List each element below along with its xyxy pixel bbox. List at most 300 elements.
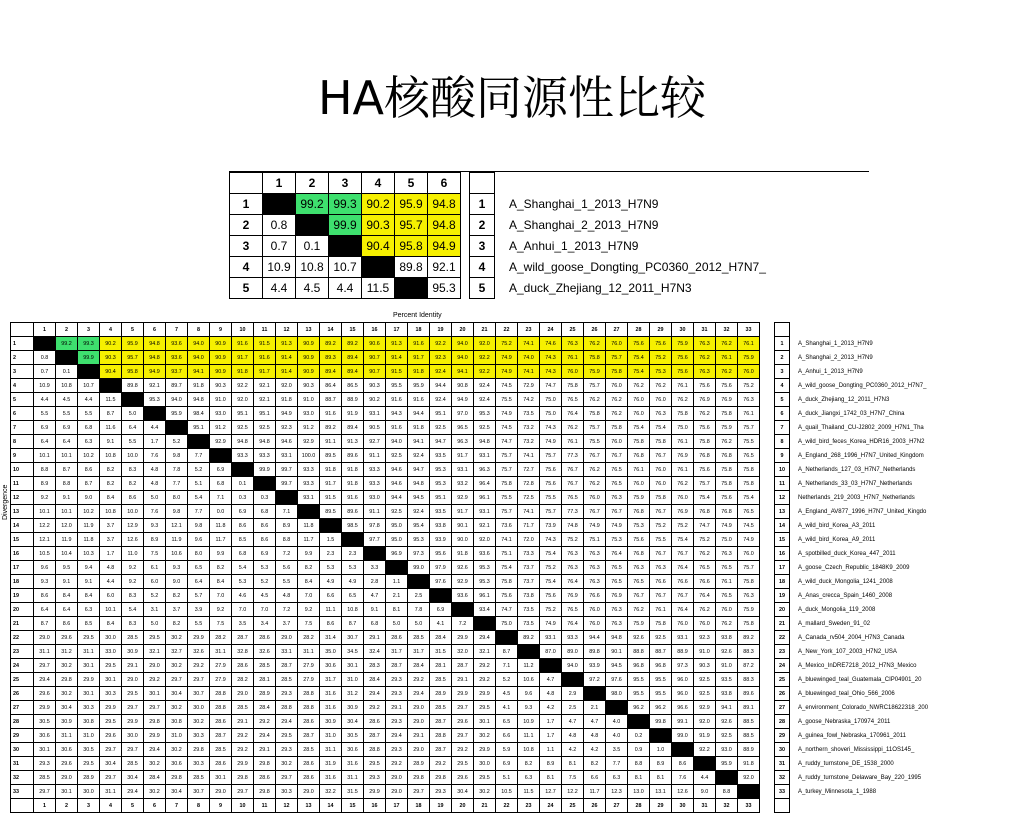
- matrix-cell: 7.0: [210, 589, 232, 603]
- matrix-cell: 4.4: [694, 771, 716, 785]
- diagonal-cell: [474, 617, 496, 631]
- matrix-cell: 29.2: [474, 673, 496, 687]
- big-gap: [760, 715, 775, 729]
- matrix-cell: 27.9: [210, 659, 232, 673]
- big-row-index: 25: [775, 673, 790, 687]
- big-table-row: [11, 407, 979, 421]
- divergence-label: Divergence: [2, 484, 9, 520]
- matrix-cell: 30.9: [56, 715, 78, 729]
- matrix-cell: 8.3: [122, 617, 144, 631]
- matrix-cell: 75.6: [716, 491, 738, 505]
- strain-name: A_Netherlands_127_03_H7N7_Netherlands: [798, 466, 916, 473]
- matrix-cell: 93.0: [298, 407, 320, 421]
- matrix-cell: 8.7: [342, 617, 364, 631]
- matrix-cell: 29.2: [188, 659, 210, 673]
- matrix-cell: 76.1: [672, 379, 694, 393]
- small-gap: [461, 236, 470, 257]
- matrix-cell: 9.0: [694, 785, 716, 799]
- matrix-cell: 29.7: [452, 701, 474, 715]
- matrix-cell: 30.5: [342, 729, 364, 743]
- matrix-cell: 29.0: [386, 771, 408, 785]
- matrix-cell: 8.2: [122, 477, 144, 491]
- big-gap: [760, 505, 775, 519]
- matrix-cell: 8.1: [540, 771, 562, 785]
- big-col-header: 19: [430, 323, 452, 337]
- matrix-cell: 72.9: [518, 379, 540, 393]
- matrix-cell: 76.3: [738, 589, 760, 603]
- matrix-cell: 29.4: [254, 729, 276, 743]
- matrix-cell: 31.7: [386, 645, 408, 659]
- matrix-cell: 92.1: [254, 379, 276, 393]
- big-row-header: 25: [11, 673, 34, 687]
- matrix-cell: 4.7: [364, 589, 386, 603]
- matrix-cell: 76.4: [562, 407, 584, 421]
- matrix-cell: 0.3: [254, 491, 276, 505]
- matrix-cell: 90.2: [100, 337, 122, 351]
- matrix-cell: 88.3: [738, 645, 760, 659]
- matrix-cell: 10.8: [100, 449, 122, 463]
- matrix-cell: 92.4: [430, 365, 452, 379]
- matrix-cell: 6.0: [144, 575, 166, 589]
- matrix-cell: 75.9: [628, 617, 650, 631]
- matrix-cell: 8.2: [100, 463, 122, 477]
- matrix-cell: 31.6: [342, 757, 364, 771]
- matrix-cell: 74.5: [496, 421, 518, 435]
- matrix-cell: 75.2: [738, 379, 760, 393]
- matrix-cell: 75.2: [650, 519, 672, 533]
- matrix-cell: 76.2: [606, 393, 628, 407]
- matrix-cell: 76.1: [738, 407, 760, 421]
- matrix-cell: 28.6: [254, 771, 276, 785]
- matrix-cell: 9.9: [298, 547, 320, 561]
- matrix-cell: 91.6: [254, 351, 276, 365]
- matrix-cell: 97.8: [364, 519, 386, 533]
- matrix-cell: 9.0: [166, 575, 188, 589]
- big-col-footer: 12: [276, 799, 298, 813]
- matrix-cell: 5.0: [144, 491, 166, 505]
- matrix-cell: 75.6: [694, 379, 716, 393]
- matrix-cell: 71.7: [518, 519, 540, 533]
- big-col-header: 11: [254, 323, 276, 337]
- matrix-cell: 91.8: [342, 463, 364, 477]
- matrix-cell: 76.6: [672, 575, 694, 589]
- diagonal-cell: [518, 645, 540, 659]
- strain-name: A_wild_duck_Mongolia_1241_2008: [798, 578, 893, 585]
- big-col-footer: 8: [188, 799, 210, 813]
- matrix-cell: 91.8: [408, 421, 430, 435]
- matrix-cell: 75.4: [628, 421, 650, 435]
- big-row-index: 4: [775, 379, 790, 393]
- matrix-cell: 75.9: [672, 337, 694, 351]
- matrix-cell: 76.5: [606, 575, 628, 589]
- matrix-cell: 90.4: [100, 365, 122, 379]
- matrix-cell: 11.7: [210, 533, 232, 547]
- matrix-cell: 76.0: [584, 603, 606, 617]
- strain-name: A_duck_Zhejiang_12_2011_H7N3: [509, 281, 692, 295]
- matrix-cell: 91.1: [364, 505, 386, 519]
- matrix-cell: 29.7: [408, 785, 430, 799]
- big-col-footer: 24: [540, 799, 562, 813]
- matrix-cell: 76.3: [562, 337, 584, 351]
- matrix-cell: 89.8: [122, 379, 144, 393]
- matrix-cell: 8.3: [122, 589, 144, 603]
- matrix-cell: 28.6: [364, 715, 386, 729]
- matrix-cell: 8.4: [210, 575, 232, 589]
- matrix-cell: 75.7: [738, 561, 760, 575]
- matrix-cell: 95.0: [386, 533, 408, 547]
- matrix-cell: 28.5: [298, 743, 320, 757]
- big-col-footer: 21: [474, 799, 496, 813]
- matrix-cell: 7.2: [276, 603, 298, 617]
- matrix-cell: 74.9: [584, 519, 606, 533]
- matrix-cell: 97.6: [606, 673, 628, 687]
- matrix-cell: 75.2: [496, 337, 518, 351]
- matrix-cell: 75.5: [496, 491, 518, 505]
- matrix-cell: 29.3: [386, 715, 408, 729]
- matrix-cell: 29.3: [386, 687, 408, 701]
- matrix-cell: 9.8: [166, 449, 188, 463]
- matrix-cell: 27.9: [298, 659, 320, 673]
- small-col-header: 5: [395, 173, 428, 194]
- matrix-cell: 29.8: [254, 757, 276, 771]
- matrix-cell: 99.9: [329, 215, 362, 236]
- matrix-cell: 96.6: [672, 701, 694, 715]
- matrix-cell: 29.0: [56, 771, 78, 785]
- matrix-cell: 76.0: [562, 365, 584, 379]
- matrix-cell: 0.0: [210, 505, 232, 519]
- big-corner-cell: [11, 323, 34, 337]
- matrix-cell: 91.6: [386, 421, 408, 435]
- matrix-cell: 30.1: [78, 659, 100, 673]
- diagonal-cell: [362, 257, 395, 278]
- matrix-cell: 91.8: [232, 365, 254, 379]
- matrix-cell: 8.8: [276, 533, 298, 547]
- matrix-cell: 28.8: [430, 729, 452, 743]
- matrix-cell: 5.2: [254, 575, 276, 589]
- matrix-cell: 29.2: [430, 757, 452, 771]
- matrix-cell: 8.8: [716, 785, 738, 799]
- matrix-cell: 28.8: [210, 701, 232, 715]
- matrix-cell: 75.0: [540, 393, 562, 407]
- matrix-cell: 76.9: [672, 449, 694, 463]
- matrix-cell: 29.7: [100, 743, 122, 757]
- matrix-cell: 92.4: [430, 393, 452, 407]
- matrix-cell: 30.1: [56, 785, 78, 799]
- matrix-cell: 76.0: [584, 491, 606, 505]
- diagonal-cell: [122, 393, 144, 407]
- matrix-cell: 76.4: [672, 603, 694, 617]
- matrix-cell: 29.3: [386, 743, 408, 757]
- matrix-cell: 93.3: [364, 463, 386, 477]
- matrix-cell: 29.5: [78, 757, 100, 771]
- big-gap: [760, 771, 775, 785]
- matrix-cell: 90.9: [298, 365, 320, 379]
- matrix-cell: 8.6: [232, 519, 254, 533]
- matrix-cell: 95.3: [428, 278, 461, 299]
- big-row-header: 9: [11, 449, 34, 463]
- matrix-cell: 31.2: [342, 687, 364, 701]
- matrix-cell: 75.6: [716, 379, 738, 393]
- matrix-cell: 96.1: [474, 589, 496, 603]
- matrix-cell: 8.1: [386, 603, 408, 617]
- matrix-cell: 75.6: [628, 533, 650, 547]
- matrix-cell: 92.7: [364, 435, 386, 449]
- big-table-row: [11, 463, 979, 477]
- big-row-header: 2: [11, 351, 34, 365]
- matrix-cell: 1.7: [144, 435, 166, 449]
- matrix-cell: 29.9: [452, 631, 474, 645]
- matrix-cell: 30.1: [144, 687, 166, 701]
- small-corner-cell: [230, 173, 263, 194]
- matrix-cell: 93.5: [716, 673, 738, 687]
- matrix-cell: 29.0: [276, 631, 298, 645]
- strain-name: A_goose_Czech_Republic_1848K9_2009: [798, 564, 910, 571]
- big-table-row: [11, 561, 979, 575]
- matrix-cell: 2.1: [386, 589, 408, 603]
- matrix-cell: 9.4: [78, 561, 100, 575]
- matrix-cell: 6.9: [430, 603, 452, 617]
- matrix-cell: 89.6: [342, 449, 364, 463]
- big-col-footer: 5: [122, 799, 144, 813]
- matrix-cell: 5.0: [408, 617, 430, 631]
- matrix-cell: 29.6: [34, 687, 56, 701]
- matrix-cell: 76.3: [606, 617, 628, 631]
- big-gap: [760, 687, 775, 701]
- matrix-cell: 29.3: [34, 757, 56, 771]
- big-col-footer: 11: [254, 799, 276, 813]
- matrix-cell: 95.8: [122, 365, 144, 379]
- matrix-cell: 94.0: [452, 351, 474, 365]
- matrix-cell: 7.6: [144, 449, 166, 463]
- matrix-cell: 2.9: [562, 687, 584, 701]
- matrix-cell: 8.4: [298, 575, 320, 589]
- matrix-cell: 74.9: [496, 365, 518, 379]
- matrix-cell: 8.8: [628, 757, 650, 771]
- matrix-cell: 97.2: [584, 673, 606, 687]
- matrix-cell: 76.0: [584, 617, 606, 631]
- matrix-cell: 91.6: [408, 337, 430, 351]
- strain-name: A_goose_Nebraska_170974_2011: [798, 718, 891, 725]
- matrix-cell: 29.0: [408, 715, 430, 729]
- matrix-cell: 76.4: [562, 617, 584, 631]
- big-row-header: 4: [11, 379, 34, 393]
- small-col-header: 2: [296, 173, 329, 194]
- matrix-cell: 75.5: [650, 533, 672, 547]
- matrix-cell: 11.2: [518, 659, 540, 673]
- matrix-cell: 30.8: [78, 715, 100, 729]
- matrix-cell: 31.2: [56, 645, 78, 659]
- matrix-cell: 9.2: [34, 491, 56, 505]
- matrix-cell: 90.1: [452, 519, 474, 533]
- matrix-cell: 28.8: [210, 687, 232, 701]
- matrix-cell: 75.0: [716, 533, 738, 547]
- matrix-cell: 10.0: [122, 449, 144, 463]
- matrix-cell: 28.6: [232, 659, 254, 673]
- matrix-cell: 6.4: [122, 421, 144, 435]
- matrix-cell: 5.5: [188, 617, 210, 631]
- matrix-cell: 76.7: [650, 505, 672, 519]
- matrix-cell: 3.7: [276, 617, 298, 631]
- matrix-cell: 91.6: [408, 393, 430, 407]
- matrix-cell: 31.7: [320, 673, 342, 687]
- matrix-cell: 92.1: [144, 379, 166, 393]
- matrix-cell: 29.8: [254, 785, 276, 799]
- matrix-cell: 1.5: [320, 533, 342, 547]
- big-col-footer: 3: [78, 799, 100, 813]
- matrix-cell: 95.5: [628, 687, 650, 701]
- big-row-header: 14: [11, 519, 34, 533]
- matrix-cell: 93.3: [254, 449, 276, 463]
- matrix-cell: 73.7: [518, 575, 540, 589]
- matrix-cell: 89.8: [395, 257, 428, 278]
- big-table-row: [11, 393, 979, 407]
- matrix-cell: 75.9: [584, 365, 606, 379]
- matrix-cell: 29.0: [386, 785, 408, 799]
- big-gap: [760, 379, 775, 393]
- matrix-cell: 89.7: [166, 379, 188, 393]
- matrix-cell: 94.9: [428, 236, 461, 257]
- matrix-cell: 32.2: [320, 785, 342, 799]
- big-col-header: 30: [672, 323, 694, 337]
- matrix-cell: 28.4: [364, 673, 386, 687]
- matrix-cell: 76.2: [562, 421, 584, 435]
- matrix-cell: 95.8: [395, 236, 428, 257]
- matrix-cell: 89.4: [320, 365, 342, 379]
- matrix-cell: 29.2: [386, 757, 408, 771]
- matrix-cell: 28.5: [188, 771, 210, 785]
- matrix-cell: 76.2: [584, 463, 606, 477]
- matrix-cell: 93.3: [298, 477, 320, 491]
- matrix-cell: 30.2: [166, 631, 188, 645]
- diagonal-cell: [232, 463, 254, 477]
- matrix-cell: 12.9: [122, 519, 144, 533]
- matrix-cell: 31.1: [298, 645, 320, 659]
- big-name-blank: [790, 323, 979, 337]
- matrix-cell: 30.4: [122, 771, 144, 785]
- matrix-cell: 29.7: [166, 673, 188, 687]
- big-col-header: 4: [100, 323, 122, 337]
- matrix-cell: 92.0: [738, 771, 760, 785]
- matrix-cell: 10.6: [166, 547, 188, 561]
- matrix-cell: 31.0: [320, 729, 342, 743]
- matrix-cell: 29.9: [364, 785, 386, 799]
- matrix-cell: 94.0: [452, 337, 474, 351]
- small-gap: [461, 194, 470, 215]
- matrix-cell: 72.7: [518, 463, 540, 477]
- big-col-header: 8: [188, 323, 210, 337]
- big-col-header: 20: [452, 323, 474, 337]
- big-row-index: 28: [775, 715, 790, 729]
- matrix-cell: 95.1: [232, 407, 254, 421]
- matrix-cell: 1.7: [540, 729, 562, 743]
- matrix-cell: 28.7: [210, 729, 232, 743]
- big-gap: [760, 533, 775, 547]
- matrix-cell: 76.2: [716, 365, 738, 379]
- matrix-cell: 76.2: [694, 351, 716, 365]
- matrix-cell: 4.7: [584, 715, 606, 729]
- matrix-cell: 5.9: [496, 743, 518, 757]
- strain-name: A_England_268_1996_H7N7_United_Kingdom: [798, 452, 924, 459]
- matrix-cell: 75.6: [672, 351, 694, 365]
- matrix-cell: 5.5: [56, 407, 78, 421]
- matrix-cell: 8.6: [34, 589, 56, 603]
- matrix-cell: 95.3: [408, 533, 430, 547]
- big-col-header: 33: [738, 323, 760, 337]
- matrix-cell: 92.2: [232, 379, 254, 393]
- matrix-cell: 29.1: [452, 673, 474, 687]
- big-row-index: 20: [775, 603, 790, 617]
- matrix-cell: 29.6: [56, 757, 78, 771]
- matrix-cell: 8.7: [78, 477, 100, 491]
- full-identity-matrix: [10, 322, 979, 813]
- matrix-cell: 28.7: [364, 729, 386, 743]
- matrix-cell: 29.2: [408, 673, 430, 687]
- matrix-cell: 90.8: [452, 379, 474, 393]
- matrix-cell: 90.9: [210, 337, 232, 351]
- matrix-cell: 30.1: [342, 659, 364, 673]
- matrix-cell: 4.8: [584, 729, 606, 743]
- matrix-cell: 94.3: [386, 407, 408, 421]
- matrix-cell: 91.7: [232, 351, 254, 365]
- matrix-cell: 89.4: [342, 421, 364, 435]
- matrix-cell: 75.6: [628, 337, 650, 351]
- matrix-cell: 76.8: [628, 547, 650, 561]
- matrix-cell: 76.3: [606, 491, 628, 505]
- matrix-cell: 75.9: [716, 421, 738, 435]
- matrix-cell: 9.6: [518, 687, 540, 701]
- matrix-cell: 76.8: [628, 505, 650, 519]
- big-table-row: [11, 771, 979, 785]
- matrix-cell: 28.9: [254, 687, 276, 701]
- strain-name: A_wild_bird_Korea_A9_2011: [798, 536, 876, 543]
- matrix-cell: 29.8: [166, 771, 188, 785]
- matrix-cell: 11.5: [100, 393, 122, 407]
- matrix-cell: 31.1: [56, 729, 78, 743]
- matrix-cell: 76.7: [606, 449, 628, 463]
- matrix-cell: 90.2: [362, 194, 395, 215]
- matrix-cell: 30.6: [320, 659, 342, 673]
- matrix-cell: 10.1: [34, 505, 56, 519]
- matrix-cell: 76.2: [716, 435, 738, 449]
- matrix-cell: 76.7: [650, 589, 672, 603]
- matrix-cell: 91.6: [342, 491, 364, 505]
- matrix-cell: 31.5: [430, 645, 452, 659]
- big-col-footer: 14: [320, 799, 342, 813]
- big-row-header: 7: [11, 421, 34, 435]
- matrix-cell: 74.0: [518, 351, 540, 365]
- big-col-footer: 28: [628, 799, 650, 813]
- matrix-cell: 4.2: [562, 743, 584, 757]
- matrix-cell: 11.8: [298, 519, 320, 533]
- matrix-cell: 75.8: [496, 477, 518, 491]
- matrix-cell: 31.7: [408, 645, 430, 659]
- matrix-cell: 0.9: [628, 743, 650, 757]
- big-gap: [760, 477, 775, 491]
- matrix-cell: 11.9: [166, 533, 188, 547]
- matrix-cell: 75.4: [628, 351, 650, 365]
- matrix-cell: 72.0: [518, 533, 540, 547]
- matrix-cell: 91.4: [276, 365, 298, 379]
- matrix-cell: 6.9: [34, 421, 56, 435]
- matrix-cell: 8.7: [100, 407, 122, 421]
- matrix-cell: 29.5: [452, 757, 474, 771]
- matrix-cell: 98.4: [188, 407, 210, 421]
- matrix-cell: 8.4: [100, 491, 122, 505]
- matrix-cell: 12.0: [56, 519, 78, 533]
- matrix-cell: 75.8: [606, 365, 628, 379]
- strain-name: A_mallard_Sweden_91_02: [798, 620, 871, 627]
- matrix-cell: 94.0: [188, 351, 210, 365]
